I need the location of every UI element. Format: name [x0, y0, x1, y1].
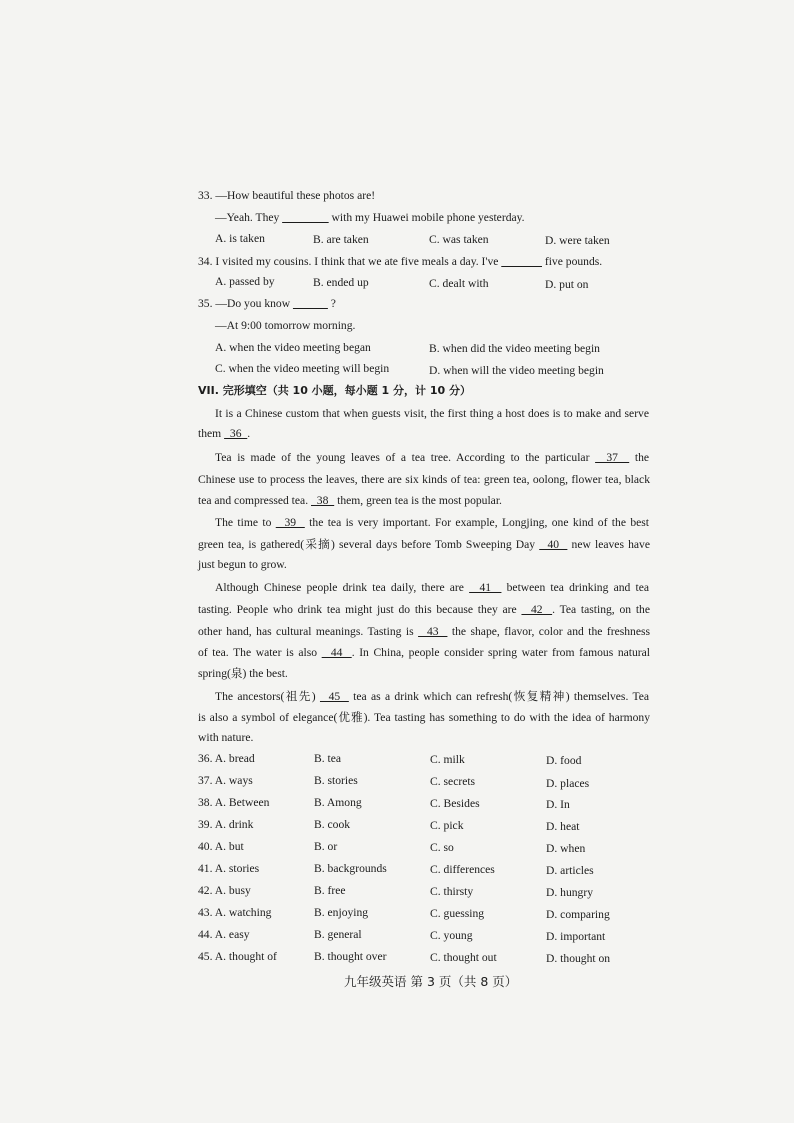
cloze-option: B. enjoying [314, 906, 369, 919]
cloze-option: B. or [314, 840, 338, 853]
cloze-blank-38: 38 [311, 494, 335, 507]
cloze-option: C. Besides [430, 797, 480, 810]
passage-line: It is a Chinese custom that when guests visit, the first thing a host does is to make and serve [215, 407, 649, 420]
cloze-option: C. guessing [430, 907, 485, 920]
passage-line: The time to 39 the tea is very important. For example, Longjing, one kind of the best [215, 516, 650, 529]
option-b: B. ended up [313, 276, 369, 289]
cloze-option: C. young [430, 929, 473, 942]
section-heading: VII. 完形填空（共 10 小题，每小题 1 分，计 10 分） [198, 384, 471, 397]
cloze-option: B. cook [314, 818, 351, 831]
passage-line: tea and compressed tea. 38 them, green tea is the most popular. [198, 494, 502, 507]
option-c: C. was taken [429, 233, 489, 246]
cloze-option: 41. A. stories [198, 862, 260, 875]
cloze-blank-45: 45 [319, 690, 349, 703]
cloze-option: 45. A. thought of [198, 950, 277, 963]
passage-line: The ancestors(祖先) 45 tea as a drink which can refresh(恢复精神) themselves. Tea [215, 690, 650, 703]
option-a: A. is taken [215, 232, 265, 245]
passage-line: other hand, has cultural meanings. Tasting is 43 the shape, flavor, color and the freshness [198, 625, 650, 638]
cloze-option: D. places [546, 777, 590, 790]
cloze-option: 44. A. easy [198, 928, 250, 941]
question-35-stem: 35. —Do you know ______ ? [198, 297, 336, 310]
cloze-blank-44: 44 [321, 646, 352, 659]
cloze-option: 36. A. bread [198, 752, 255, 765]
cloze-option: 43. A. watching [198, 906, 272, 919]
cloze-option: C. thirsty [430, 885, 474, 898]
cloze-option: B. stories [314, 774, 358, 787]
cloze-option: B. Among [314, 796, 362, 809]
answer-blank: ______ [293, 297, 328, 310]
passage-line: is also a symbol of elegance(优雅). Tea tasting has something to do with the idea of harmony [198, 711, 650, 724]
question-35-response: —At 9:00 tomorrow morning. [215, 319, 356, 332]
cloze-option: D. comparing [546, 908, 610, 921]
cloze-option: D. hungry [546, 886, 594, 899]
cloze-option: D. thought on [546, 952, 611, 965]
cloze-blank-39: 39 [275, 516, 305, 529]
cloze-blank-42: 42 [521, 603, 553, 616]
cloze-blank-40: 40 [539, 538, 568, 551]
passage-line: with nature. [198, 731, 254, 744]
passage-line: green tea, is gathered(采摘) several days before Tomb Sweeping Day 40 new leaves have [198, 538, 650, 551]
cloze-option: B. general [314, 928, 362, 941]
cloze-option: 42. A. busy [198, 884, 251, 897]
option-d: D. were taken [545, 234, 610, 247]
option-a: A. passed by [215, 275, 275, 288]
cloze-option: D. In [546, 798, 570, 811]
answer-blank: _______ [501, 255, 542, 268]
option-c: C. dealt with [429, 277, 489, 290]
cloze-option: B. tea [314, 752, 342, 765]
passage-line: them 36 . [198, 427, 251, 440]
passage-line: of tea. The water is also 44 . In China, people consider spring water from famous natural [198, 646, 651, 659]
answer-blank: ________ [282, 211, 329, 224]
passage-line: Tea is made of the young leaves of a tea tree. According to the particular 37 the [215, 451, 650, 464]
passage-line: Although Chinese people drink tea daily, there are 41 between tea drinking and tea [215, 581, 650, 594]
option-d: D. when will the video meeting begin [429, 364, 604, 377]
cloze-option: C. thought out [430, 951, 497, 964]
question-34-stem: 34. I visited my cousins. I think that we ate five meals a day. I've _______ five pounds. [198, 255, 603, 268]
cloze-option: C. pick [430, 819, 464, 832]
passage-line: just begun to grow. [198, 558, 287, 571]
cloze-option: B. free [314, 884, 346, 897]
cloze-blank-43: 43 [418, 625, 448, 638]
cloze-blank-41: 41 [469, 581, 502, 594]
cloze-option: D. articles [546, 864, 594, 877]
passage-line: tasting. People who drink tea might just do this because they are 42 . Tea tasting, on the [198, 603, 650, 616]
option-c: C. when the video meeting will begin [215, 362, 390, 375]
question-33-response: —Yeah. They ________ with my Huawei mobile phone yesterday. [215, 211, 525, 224]
cloze-option: C. differences [430, 863, 495, 876]
option-a: A. when the video meeting began [215, 341, 371, 354]
cloze-option: 40. A. but [198, 840, 244, 853]
cloze-option: C. secrets [430, 775, 476, 788]
cloze-option: 37. A. ways [198, 774, 253, 787]
page-footer: 九年级英语 第 3 页（共 8 页） [344, 974, 518, 989]
question-33-stem: 33. —How beautiful these photos are! [198, 189, 376, 202]
cloze-option: B. thought over [314, 950, 387, 963]
cloze-option: 39. A. drink [198, 818, 254, 831]
cloze-option: 38. A. Between [198, 796, 270, 809]
cloze-option: D. when [546, 842, 586, 855]
cloze-blank-37: 37 [595, 451, 630, 464]
cloze-blank-36: 36 [224, 427, 248, 440]
option-d: D. put on [545, 278, 589, 291]
cloze-option: B. backgrounds [314, 862, 387, 875]
passage-line: spring(泉) the best. [198, 667, 288, 680]
cloze-option: C. milk [430, 753, 465, 766]
option-b: B. when did the video meeting begin [429, 342, 600, 355]
cloze-option: D. heat [546, 820, 580, 833]
cloze-option: D. important [546, 930, 606, 943]
passage-line: Chinese use to process the leaves, there are six kinds of tea: green tea, oolong, flower tea, black [198, 473, 650, 486]
cloze-option: D. food [546, 754, 582, 767]
cloze-option: C. so [430, 841, 454, 854]
option-b: B. are taken [313, 233, 369, 246]
